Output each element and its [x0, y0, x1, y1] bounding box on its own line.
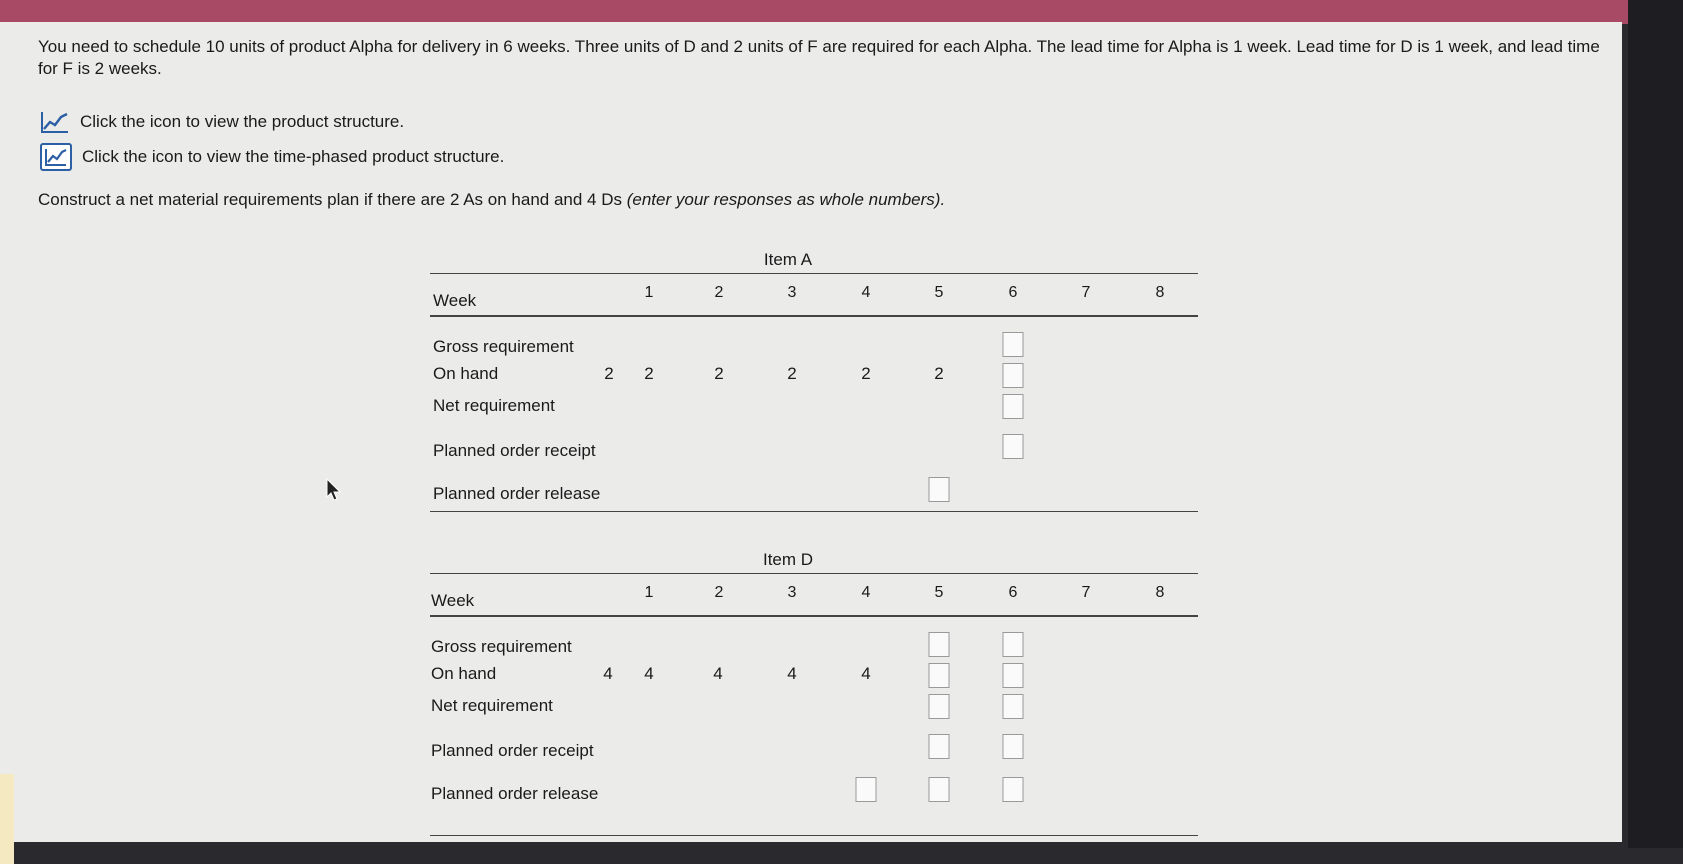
on-hand-value: 2	[714, 364, 724, 383]
week-4: 4	[861, 284, 871, 301]
screen-edge	[1628, 0, 1683, 848]
planned-order-receipt-label: Planned order receipt	[433, 441, 596, 460]
week-8: 8	[1155, 284, 1165, 301]
week-2: 2	[714, 584, 724, 601]
initial-on-hand: 2	[604, 364, 614, 383]
gross-requirement-input[interactable]	[929, 632, 950, 657]
net-requirement-label: Net requirement	[433, 396, 555, 415]
week-4: 4	[861, 584, 871, 601]
side-tab	[0, 774, 14, 864]
instruction-text	[38, 190, 945, 210]
table-bottom-rule	[430, 835, 1198, 836]
net-requirement-input[interactable]	[929, 694, 950, 719]
week-5: 5	[934, 284, 944, 301]
header-rule	[430, 615, 1198, 617]
planned-order-receipt-label: Planned order receipt	[431, 741, 594, 760]
week-header: Week	[431, 591, 475, 610]
planned-order-release-input[interactable]	[929, 477, 950, 502]
gross-requirement-label: Gross requirement	[433, 337, 574, 356]
item-d-table	[430, 547, 1198, 842]
initial-on-hand: 4	[603, 664, 613, 683]
on-hand-value: 2	[861, 364, 871, 383]
table-top-rule	[430, 573, 1198, 574]
planned-order-release-input[interactable]	[1003, 777, 1024, 802]
instruction-main: Construct a net material requirements plan if there are 2 As on hand and 4 Ds	[38, 190, 622, 209]
planned-order-receipt-input[interactable]	[929, 734, 950, 759]
week-8: 8	[1155, 584, 1165, 601]
question-text: You need to schedule 10 units of product Alpha for delivery in 6 weeks. Three units of D and 2 units of F are required for each Alpha. The lead time for Alpha is 1 week. Lead time for D is 1 week, and lead time for F is 2 weeks.	[38, 37, 1600, 78]
net-requirement-input[interactable]	[1003, 394, 1024, 419]
planned-order-receipt-input[interactable]	[1003, 734, 1024, 759]
gross-requirement-label: Gross requirement	[431, 637, 572, 656]
planned-order-release-label: Planned order release	[433, 484, 601, 503]
question-page	[0, 22, 1622, 842]
planned-order-receipt-input[interactable]	[1003, 434, 1024, 459]
item-a-table	[430, 247, 1198, 537]
week-7: 7	[1081, 284, 1091, 301]
on-hand-value: 4	[644, 664, 654, 683]
product-structure-label[interactable]: Click the icon to view the product structure.	[80, 112, 405, 131]
on-hand-value: 2	[934, 364, 944, 383]
gross-requirement-input[interactable]	[1003, 632, 1024, 657]
week-1: 1	[644, 584, 654, 601]
browser-top-bar	[0, 0, 1683, 24]
time-phased-structure-link[interactable]	[40, 143, 504, 171]
week-3: 3	[787, 284, 797, 301]
product-structure-link[interactable]	[40, 108, 404, 136]
mouse-cursor-icon	[326, 478, 342, 502]
table-bottom-rule	[430, 511, 1198, 512]
on-hand-label: On hand	[433, 364, 499, 383]
time-phased-structure-label[interactable]: Click the icon to view the time-phased product structure.	[82, 147, 505, 166]
on-hand-value: 4	[713, 664, 723, 683]
on-hand-label: On hand	[431, 664, 497, 683]
on-hand-value: 2	[787, 364, 797, 383]
gross-requirement-input[interactable]	[1003, 332, 1024, 357]
week-2: 2	[714, 284, 724, 301]
on-hand-input[interactable]	[929, 663, 950, 688]
header-rule	[430, 315, 1198, 317]
on-hand-value: 2	[644, 364, 654, 383]
week-header: Week	[433, 291, 477, 310]
week-6: 6	[1008, 584, 1018, 601]
chart-icon[interactable]	[40, 109, 70, 135]
week-7: 7	[1081, 584, 1091, 601]
planned-order-release-input[interactable]	[856, 777, 877, 802]
planned-order-release-input[interactable]	[929, 777, 950, 802]
table-top-rule	[430, 273, 1198, 274]
week-6: 6	[1008, 284, 1018, 301]
chart-icon[interactable]	[40, 143, 72, 171]
table-title: Item A	[763, 250, 813, 269]
week-3: 3	[787, 584, 797, 601]
instruction-note: (enter your responses as whole numbers).	[626, 190, 946, 209]
table-title: Item D	[762, 550, 814, 569]
net-requirement-label: Net requirement	[431, 696, 553, 715]
on-hand-value: 4	[787, 664, 797, 683]
week-5: 5	[934, 584, 944, 601]
net-requirement-input[interactable]	[1003, 694, 1024, 719]
week-1: 1	[644, 284, 654, 301]
on-hand-value: 4	[861, 664, 871, 683]
on-hand-input[interactable]	[1003, 663, 1024, 688]
on-hand-input[interactable]	[1003, 363, 1024, 388]
planned-order-release-label: Planned order release	[431, 784, 599, 803]
